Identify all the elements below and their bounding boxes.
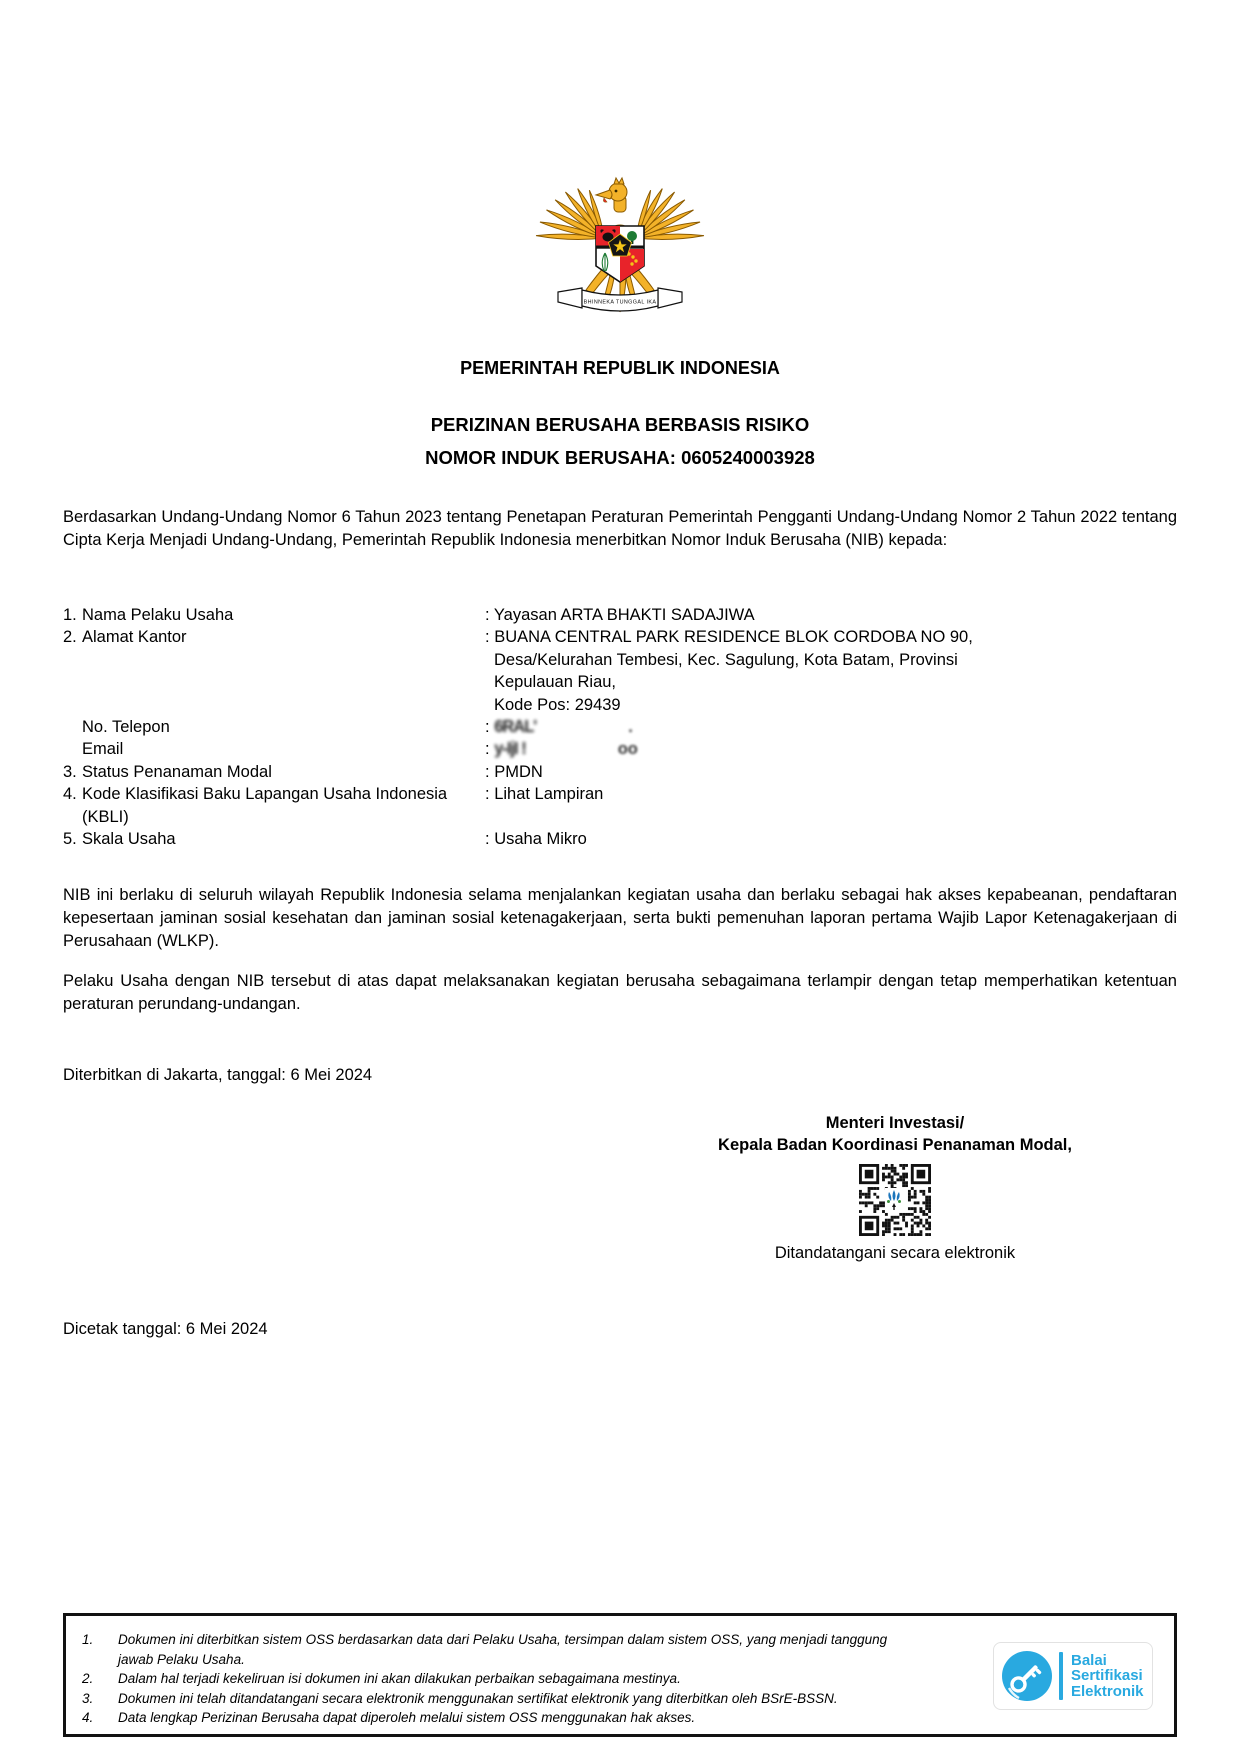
field-value: Yayasan ARTA BHAKTI SADAJIWA bbox=[493, 606, 755, 624]
bkpm-logo-icon bbox=[885, 1188, 905, 1210]
colon: : bbox=[485, 830, 490, 849]
intro-paragraph: Berdasarkan Undang-Undang Nomor 6 Tahun 2023 tentang Penetapan Peraturan Pemerintah Pengganti Undang-Undang Nomor 2 Tahun 2022 tentang Cipta Kerja Menjadi Undang-Undang, Pemerintah Republik Indonesia menerbitkan Nomor Induk Berusaha (NIB) kepada: bbox=[63, 508, 1177, 549]
note-item bbox=[82, 1708, 922, 1728]
garuda-pancasila-emblem bbox=[530, 150, 710, 320]
colon: : bbox=[485, 718, 490, 737]
redacted-email-value: y-IjI ! bbox=[494, 739, 526, 759]
field-number: 4. bbox=[63, 785, 77, 804]
field-label: Nama Pelaku Usaha bbox=[82, 606, 234, 624]
field-value: PMDN bbox=[494, 762, 543, 781]
field-label: Email bbox=[82, 740, 124, 759]
redaction-mark: . bbox=[628, 718, 633, 737]
colon: : bbox=[485, 628, 490, 647]
note-text: Dokumen ini telah ditandatangani secara elektronik menggunakan sertifikat elektronik yang diterbitkan oleh BSrE-BSSN. bbox=[118, 1690, 838, 1706]
field-value: Desa/Kelurahan Tembesi, Kec. Sagulung, Kota Batam, Provinsi bbox=[494, 650, 958, 669]
footer-notes bbox=[82, 1630, 922, 1728]
document-title-block bbox=[0, 408, 1240, 474]
logo-divider bbox=[1059, 1652, 1063, 1700]
field-row-email bbox=[63, 738, 1177, 760]
field-row-nama bbox=[63, 604, 1177, 626]
issued-line: Diterbitkan di Jakarta, tanggal: 6 Mei 2024 bbox=[63, 1066, 373, 1084]
note-item bbox=[82, 1630, 922, 1669]
note-number: 2. bbox=[82, 1671, 94, 1686]
redaction-mark: oo bbox=[617, 740, 638, 759]
footer-notes-box bbox=[63, 1613, 1177, 1737]
bse-logo-text bbox=[1071, 1653, 1144, 1700]
field-value: Kode Pos: 29439 bbox=[494, 695, 621, 714]
field-value: BUANA CENTRAL PARK RESIDENCE BLOK CORDOBA NO 90, bbox=[494, 628, 973, 647]
field-row-skala bbox=[63, 828, 1177, 850]
field-number: 1. bbox=[63, 606, 77, 624]
note-number: 1. bbox=[82, 1632, 94, 1647]
field-row-alamat bbox=[63, 626, 1177, 716]
printed-line: Dicetak tanggal: 6 Mei 2024 bbox=[63, 1320, 268, 1338]
field-label-line2: (KBLI) bbox=[82, 807, 129, 826]
business-fields-list bbox=[63, 604, 1177, 850]
field-row-telepon bbox=[63, 716, 1177, 738]
note-number: 4. bbox=[82, 1710, 94, 1725]
colon: : bbox=[485, 740, 490, 759]
field-label: Skala Usaha bbox=[82, 830, 176, 849]
field-label: No. Telepon bbox=[82, 718, 170, 737]
field-row-status bbox=[63, 761, 1177, 783]
field-value: Usaha Mikro bbox=[494, 830, 587, 849]
note-text: Dalam hal terjadi kekeliruan isi dokumen ini akan dilakukan perbaikan sebagaimana mestinya. bbox=[118, 1671, 681, 1686]
field-number: 5. bbox=[63, 830, 77, 849]
bse-logo-line2: Sertifikasi bbox=[1071, 1667, 1143, 1685]
government-title: PEMERINTAH REPUBLIK INDONESIA bbox=[460, 358, 780, 378]
nib-number-line: NOMOR INDUK BERUSAHA: 0605240003928 bbox=[425, 447, 815, 468]
field-label: Kode Klasifikasi Baku Lapangan Usaha Indonesia bbox=[82, 785, 448, 804]
bse-logo-line1: Balai bbox=[1071, 1651, 1107, 1669]
note-item bbox=[82, 1669, 922, 1689]
obligation-paragraph: Pelaku Usaha dengan NIB tersebut di atas dapat melaksanakan kegiatan berusaha sebagaimana terlampir dengan tetap memperhatikan ketentuan peraturan perundang-undangan. bbox=[63, 972, 1177, 1013]
note-number: 3. bbox=[82, 1690, 94, 1706]
signatory-title-1: Menteri Investasi/ bbox=[825, 1114, 965, 1132]
field-number: 2. bbox=[63, 628, 77, 647]
signature-block bbox=[550, 1112, 1240, 1263]
field-value: Kepulauan Riau, bbox=[494, 673, 617, 692]
note-text: Data lengkap Perizinan Berusaha dapat diperoleh melalui sistem OSS menggunakan hak akses. bbox=[118, 1710, 696, 1725]
colon: : bbox=[485, 762, 490, 781]
bse-logo-line3: Elektronik bbox=[1071, 1682, 1144, 1700]
redacted-phone-value: 6RAL' bbox=[494, 717, 537, 737]
field-value: Lihat Lampiran bbox=[494, 785, 604, 804]
colon: : bbox=[485, 606, 490, 624]
bse-logo bbox=[993, 1642, 1153, 1710]
key-icon bbox=[1001, 1650, 1053, 1702]
field-number: 3. bbox=[63, 762, 77, 781]
emblem-motto-text: BHINNEKA TUNGGAL IKA bbox=[583, 299, 657, 306]
field-row-kbli bbox=[63, 783, 1177, 828]
validity-paragraph: NIB ini berlaku di seluruh wilayah Republik Indonesia selama menjalankan kegiatan usaha dan berlaku sebagai hak akses kepabeanan, pendaftaran kepesertaan jaminan sosial kesehatan dan jaminan sosial ketenagakerjaan, serta bukti pemenuhan laporan pertama Wajib Lapor Ketenagakerjaan di Perusahaan (WLKP). bbox=[63, 886, 1177, 950]
field-label: Status Penanaman Modal bbox=[82, 762, 272, 781]
qr-code bbox=[859, 1164, 931, 1236]
field-label: Alamat Kantor bbox=[82, 628, 187, 647]
note-text: Dokumen ini diterbitkan sistem OSS berdasarkan data dari Pelaku Usaha, tersimpan dalam sistem OSS, yang menjadi tanggung jawab Pelaku Usaha. bbox=[118, 1632, 888, 1667]
qr-code-icon bbox=[859, 1164, 931, 1236]
colon: : bbox=[485, 785, 490, 804]
signatory-title-2: Kepala Badan Koordinasi Penanaman Modal, bbox=[718, 1136, 1072, 1154]
document-title: PERIZINAN BERUSAHA BERBASIS RISIKO bbox=[430, 414, 810, 435]
note-item bbox=[82, 1689, 922, 1709]
esign-note: Ditandatangani secara elektronik bbox=[774, 1244, 1016, 1262]
garuda-emblem-icon bbox=[530, 150, 710, 320]
